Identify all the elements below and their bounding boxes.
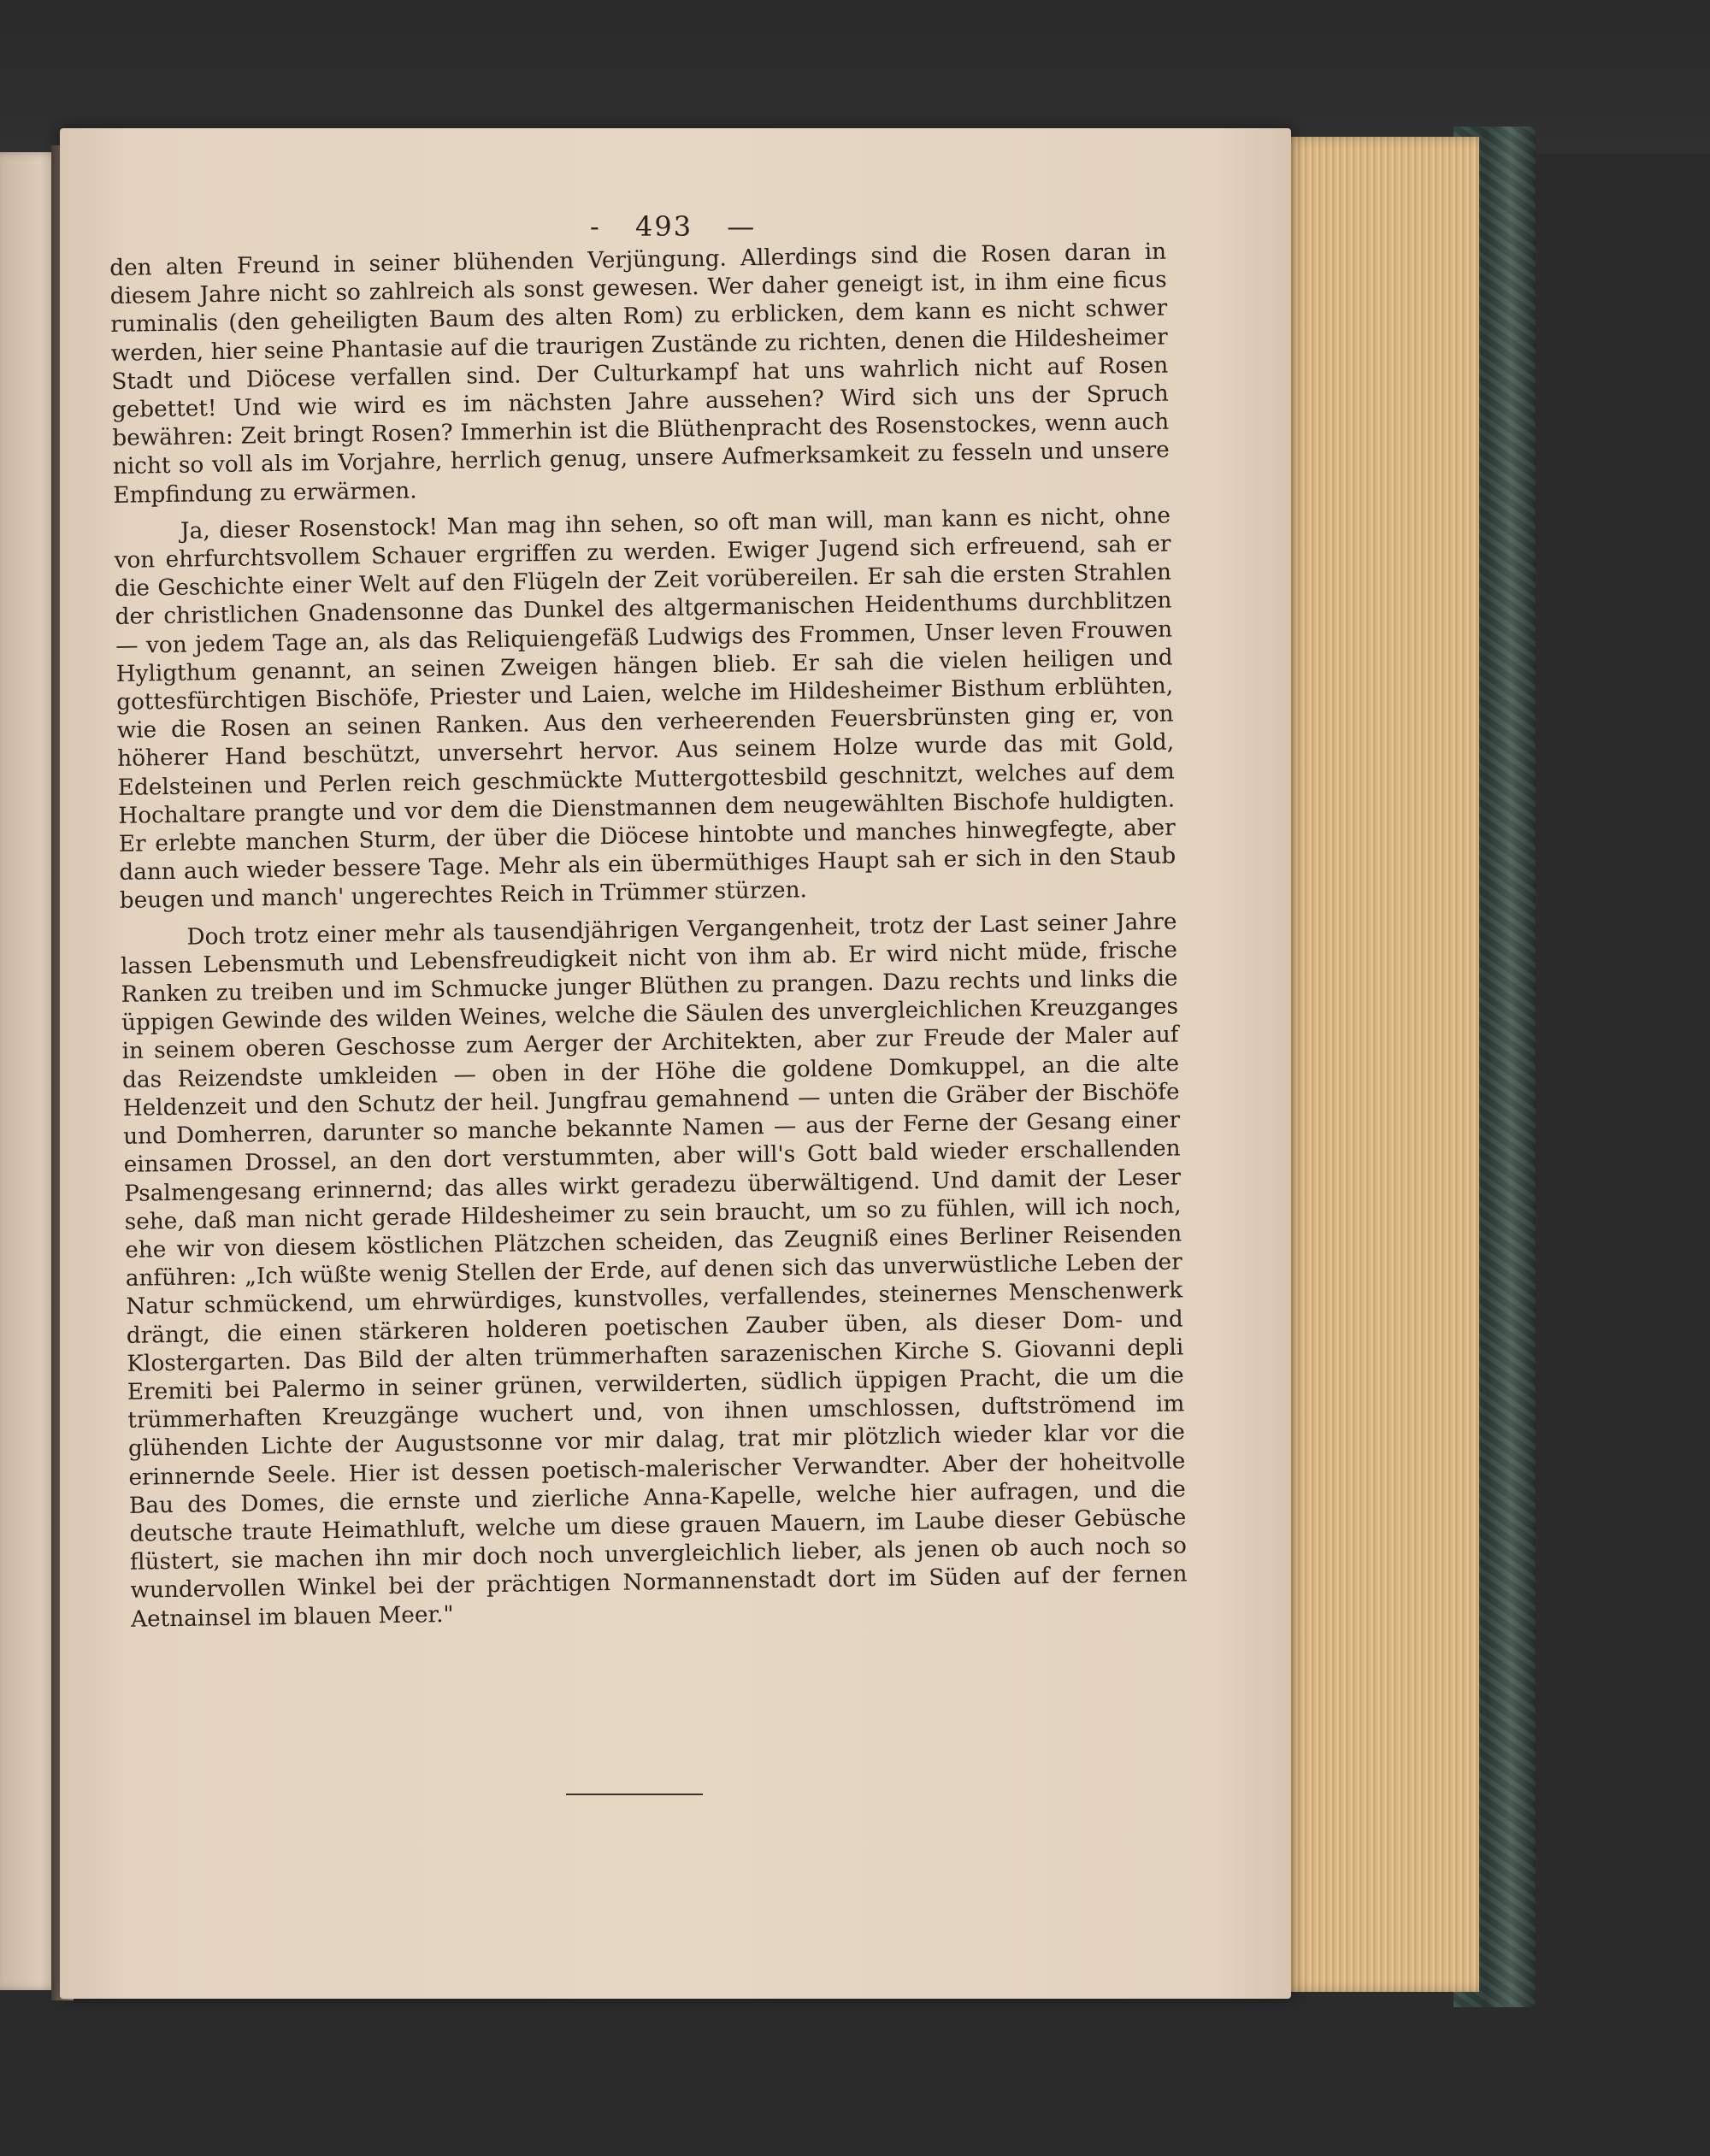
header-dash-right: —	[727, 210, 757, 243]
paragraph-1: den alten Freund in seiner blühenden Verjüngung. Allerdings sind die Rosen daran in diesem Jahre nicht so zahlreich als sonst gewesen. Wer daher geneigt ist, in ihm eine ficus ruminalis (den geheiligten Baum des alten Rom) zu erblicken, dem kann es nicht schwer werden, hier seine Phantasie auf die traurigen Zustände zu richten, denen die Hildesheimer Stadt und Diöcese verfallen sind. Der Culturkampf hat uns wahrlich nicht auf Rosen gebettet! Und wie wird es im nächsten Jahre aussehen? Wird sich uns der Spruch bewähren: Zeit bringt Rosen? Immerhin ist die Blüthenpracht des Rosenstockes, wenn auch nicht so voll als im Vorjahre, herrlich genug, unsere Aufmerksamkeit zu fesseln und unsere Empfindung zu erwärmen.	[109, 239, 1170, 509]
page-body	[109, 239, 1188, 1643]
page-header	[590, 210, 761, 243]
paragraph-2: Ja, dieser Rosenstock! Man mag ihn sehen, so oft man will, man kann es nicht, ohne von ehrfurchtsvollem Schauer ergriffen zu werden. Ewiger Jugend sich erfreuend, sah er die Geschichte einer Welt auf den Flügeln der Zeit vorübereilen. Er sah die ersten Strahlen der christlichen Gnadensonne das Dunkel des altgermanischen Heidenthums durchblitzen — von jedem Tage an, als das Reliquiengefäß Ludwigs des Frommen, Unser leven Frouwen Hyligthum genannt, an seinen Zweigen hängen blieb. Er sah die vielen heiligen und gottesfürchtigen Bischöfe, Priester und Laien, welche im Hildesheimer Bisthum erblühten, wie die Rosen an seinen Ranken. Aus den verheerenden Feuersbrünsten ging er, von höherer Hand beschützt, unversehrt hervor. Aus seinem Holze wurde das mit Gold, Edelsteinen und Perlen reich geschmückte Muttergottesbild geschnitzt, welches auf dem Hochaltare prangte und vor dem die Dienstmannen dem neugewählten Bischofe huldigten. Er erlebte manchen Sturm, der über die Diöcese hintobte und manches hinwegfegte, aber dann auch wieder bessere Tage. Mehr als ein übermüthiges Haupt sah er sich in den Staub beugen und manch' ungerechtes Reich in Trümmer stürzen.	[114, 503, 1176, 915]
header-dash-left: -	[590, 210, 601, 243]
page-edges	[1274, 137, 1479, 1992]
page-number: 493	[634, 210, 693, 243]
paragraph-3: Doch trotz einer mehr als tausendjährigen Vergangenheit, trotz der Last seiner Jahre lassen Lebensmuth und Lebensfreudigkeit nicht von ihm ab. Er wird nicht müde, frische Ranken zu treiben und im Schmucke junger Blüthen zu prangen. Dazu rechts und links die üppigen Gewinde des wilden Weines, welche die Säulen des unvergleichlichen Kreuzganges in seinem oberen Geschosse zum Aerger der Architekten, aber zur Freude der Maler auf das Reizendste umkleiden — oben in der Höhe die goldene Domkuppel, an die alte Heldenzeit und den Schutz der heil. Jungfrau gemahnend — unten die Gräber der Bischöfe und Domherren, darunter so manche bekannte Namen — aus der Ferne der Gesang einer einsamen Drossel, an den dort verstummten, aber will's Gott bald wieder erschallenden Psalmengesang erinnernd; das alles wirkt geradezu überwältigend. Und damit der Leser sehe, daß man nicht gerade Hildesheimer zu sein braucht, um so zu fühlen, will ich noch, ehe wir von diesem köstlichen Plätzchen scheiden, das Zeugniß eines Berliner Reisenden anführen: „Ich wüßte wenig Stellen der Erde, auf denen sich das unverwüstliche Leben der Natur schmückend, um ehrwürdiges, kunstvolles, verfallendes, steinernes Menschenwerk drängt, die einen stärkeren holderen poetischen Zauber üben, als dieser Dom- und Klostergarten. Das Bild der alten trümmerhaften sarazenischen Kirche S. Giovanni depli Eremiti bei Palermo in seiner grünen, verwilderten, südlich üppigen Pracht, die um die trümmerhaften Kreuzgänge wuchert und, von ihnen umschlossen, duftströmend im glühenden Lichte der Augustsonne vor mir dalag, trat mir plötzlich wieder klar vor die erinnernde Seele. Hier ist dessen poetisch-malerischer Verwandter. Aber der hoheitvolle Bau des Domes, die ernste und zierliche Anna-Kapelle, welche hier aufragen, und die deutsche traute Heimathluft, welche um diese grauen Mauern, im Laube dieser Gebüsche flüstert, sie machen ihn mir doch noch unvergleichlich lieber, als jenen ob auch noch so wundervollen Winkel bei der prächtigen Normannenstadt dort im Süden auf der fernen Aetnainsel im blauen Meer."	[120, 909, 1188, 1633]
end-rule	[566, 1794, 703, 1795]
